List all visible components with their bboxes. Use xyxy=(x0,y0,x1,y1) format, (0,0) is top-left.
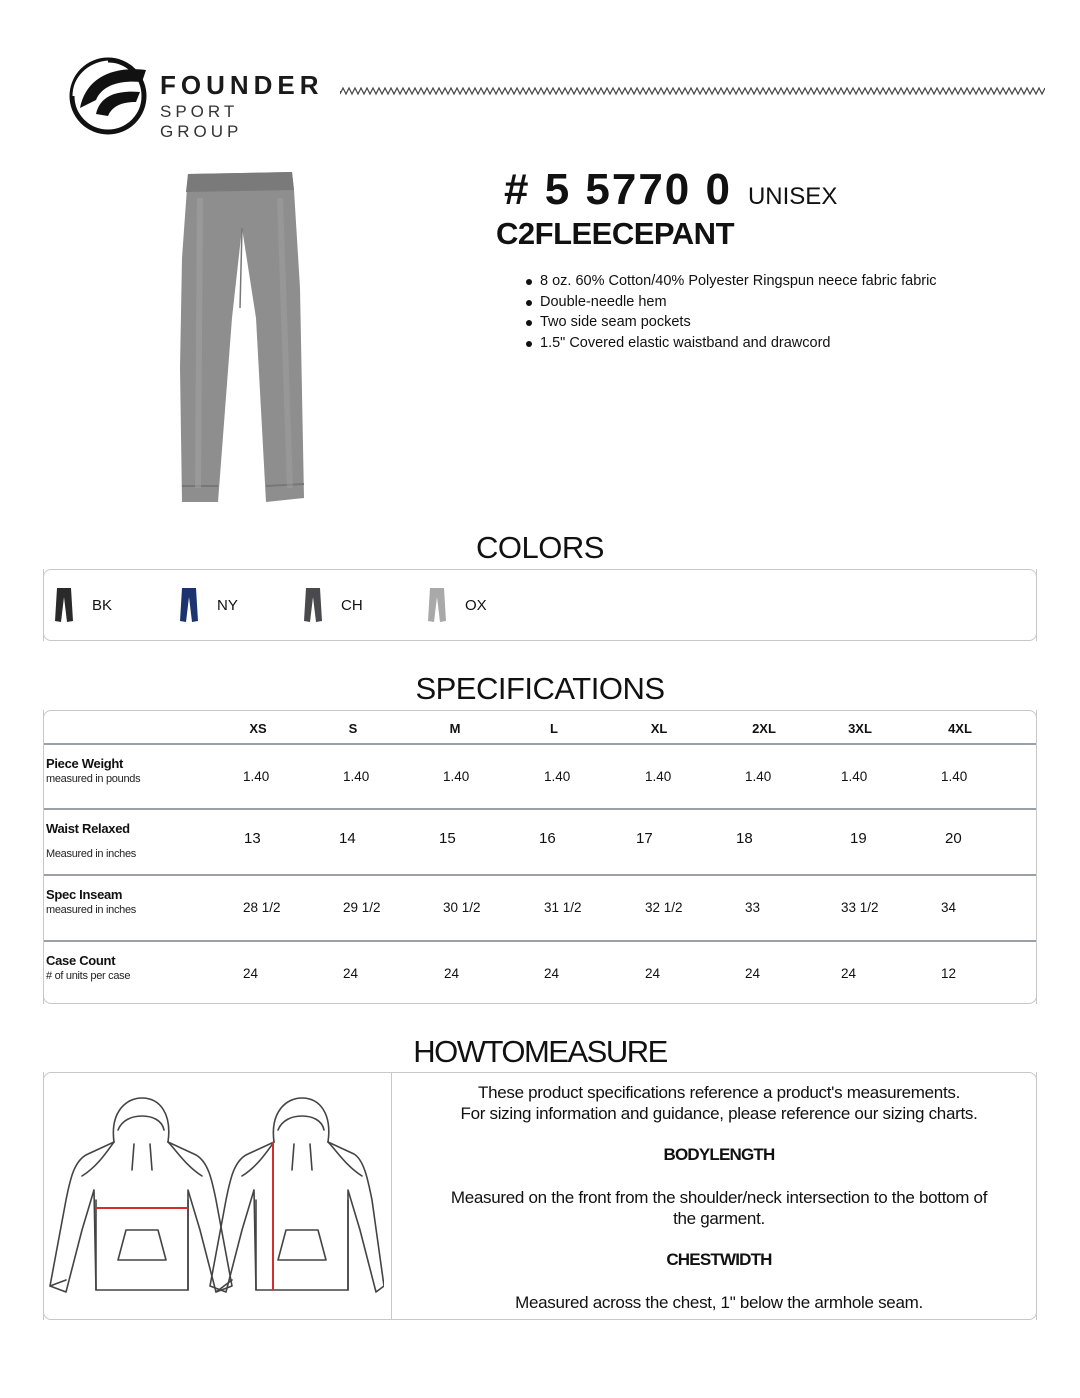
body-length-title: BODYLENGTH xyxy=(663,1145,775,1164)
table-cell: 33 1/2 xyxy=(841,900,879,915)
size-header: 3XL xyxy=(848,721,872,736)
feature-item: Double-needle hem xyxy=(524,292,937,313)
color-code: OX xyxy=(465,596,487,614)
table-cell: 34 xyxy=(941,900,957,915)
row-label: Spec Inseam xyxy=(46,887,123,902)
intro-line: For sizing information and guidance, please reference our sizing charts. xyxy=(460,1104,978,1123)
table-cell: 16 xyxy=(539,830,556,847)
table-cell: 24 xyxy=(645,966,661,981)
table-divider xyxy=(44,874,1036,876)
pant-swatch-icon xyxy=(303,587,323,623)
table-cell: 29 1/2 xyxy=(343,900,381,915)
table-cell: 24 xyxy=(745,966,761,981)
specs-table xyxy=(43,710,1037,1004)
size-header: XL xyxy=(650,721,668,736)
color-swatch-bk[interactable] xyxy=(54,587,112,623)
colors-panel xyxy=(43,569,1037,641)
table-cell: 1.40 xyxy=(443,769,470,784)
size-header: 4XL xyxy=(948,721,972,736)
feature-item: 8 oz. 60% Cotton/40% Polyester Ringspun neece fabric fabric xyxy=(524,271,937,292)
size-header: M xyxy=(449,721,461,736)
table-cell: 33 xyxy=(745,900,761,915)
row-sublabel: measured in pounds xyxy=(46,773,141,785)
row-label: Piece Weight xyxy=(46,756,124,771)
row-label: Waist Relaxed xyxy=(46,821,130,836)
table-cell: 30 1/2 xyxy=(443,900,481,915)
measure-intro xyxy=(404,1082,1034,1124)
color-swatch-ny[interactable] xyxy=(179,587,238,623)
table-cell: 1.40 xyxy=(645,769,672,784)
row-sublabel: # of units per case xyxy=(46,970,131,982)
measure-heading: HOWTOMEASURE xyxy=(413,1034,667,1069)
feature-list xyxy=(524,271,937,353)
product-title-row xyxy=(504,165,837,215)
table-cell: 1.40 xyxy=(544,769,571,784)
row-sublabel: measured in inches xyxy=(46,904,136,916)
product-gender: UNISEX xyxy=(747,183,838,210)
row-label: Case Count xyxy=(46,953,116,968)
brand-name: FOUNDER xyxy=(160,70,324,100)
panel-divider xyxy=(391,1072,392,1320)
color-swatch-ch[interactable] xyxy=(303,587,363,623)
intro-line: These product specifications reference a product's measurements. xyxy=(477,1083,961,1102)
table-cell: 24 xyxy=(841,966,857,981)
row-sublabel: Measured in inches xyxy=(46,848,136,860)
feature-item: Two side seam pockets xyxy=(524,312,937,333)
table-cell: 20 xyxy=(945,830,962,847)
pant-swatch-icon xyxy=(427,587,447,623)
body-length-line: Measured on the front from the shoulder/neck intersection to the bottom of xyxy=(450,1188,988,1207)
size-header: XS xyxy=(249,721,267,736)
colors-heading: COLORS xyxy=(476,530,604,565)
table-cell: 28 1/2 xyxy=(243,900,281,915)
table-cell: 1.40 xyxy=(841,769,868,784)
body-length-text xyxy=(404,1187,1034,1229)
brand-logo xyxy=(66,56,326,141)
pant-swatch-icon xyxy=(54,587,74,623)
product-sku: # 5 5770 0 xyxy=(504,165,732,214)
table-cell: 15 xyxy=(439,830,456,847)
specs-heading: SPECIFICATIONS xyxy=(415,671,665,706)
table-divider xyxy=(44,808,1036,810)
table-cell: 24 xyxy=(544,966,560,981)
measure-panel xyxy=(43,1072,1037,1320)
table-cell: 14 xyxy=(339,830,356,847)
product-name: C2FLEECEPANT xyxy=(496,216,735,251)
founder-logo-icon xyxy=(66,56,150,136)
color-code: NY xyxy=(217,596,238,614)
color-code: CH xyxy=(341,596,363,614)
color-code: BK xyxy=(92,596,113,614)
zigzag-divider xyxy=(340,86,1045,96)
table-cell: 1.40 xyxy=(243,769,270,784)
table-divider xyxy=(44,940,1036,942)
table-cell: 24 xyxy=(343,966,359,981)
table-cell: 24 xyxy=(444,966,460,981)
table-cell: 19 xyxy=(850,830,867,847)
table-cell: 1.40 xyxy=(745,769,772,784)
size-header: S xyxy=(348,721,358,736)
table-cell: 17 xyxy=(636,830,653,847)
body-length-line: the garment. xyxy=(673,1209,765,1228)
table-cell: 31 1/2 xyxy=(544,900,582,915)
hoodie-diagram xyxy=(48,1090,384,1308)
pant-swatch-icon xyxy=(179,587,199,623)
table-divider xyxy=(44,743,1036,745)
table-cell: 12 xyxy=(941,966,957,981)
table-cell: 1.40 xyxy=(941,769,968,784)
table-cell: 18 xyxy=(736,830,753,847)
table-cell: 32 1/2 xyxy=(645,900,683,915)
brand-subtitle: SPORT GROUP xyxy=(160,102,243,141)
chest-width-title: CHESTWIDTH xyxy=(666,1250,772,1269)
size-header: L xyxy=(550,721,558,736)
table-cell: 1.40 xyxy=(343,769,370,784)
chest-width-text: Measured across the chest, 1" below the armhole seam. xyxy=(515,1293,923,1312)
color-swatch-ox[interactable] xyxy=(427,587,487,623)
feature-item: 1.5" Covered elastic waistband and drawcord xyxy=(524,333,937,354)
size-header: 2XL xyxy=(752,721,776,736)
table-cell: 24 xyxy=(243,966,259,981)
product-image xyxy=(170,168,310,508)
table-cell: 13 xyxy=(244,830,261,847)
